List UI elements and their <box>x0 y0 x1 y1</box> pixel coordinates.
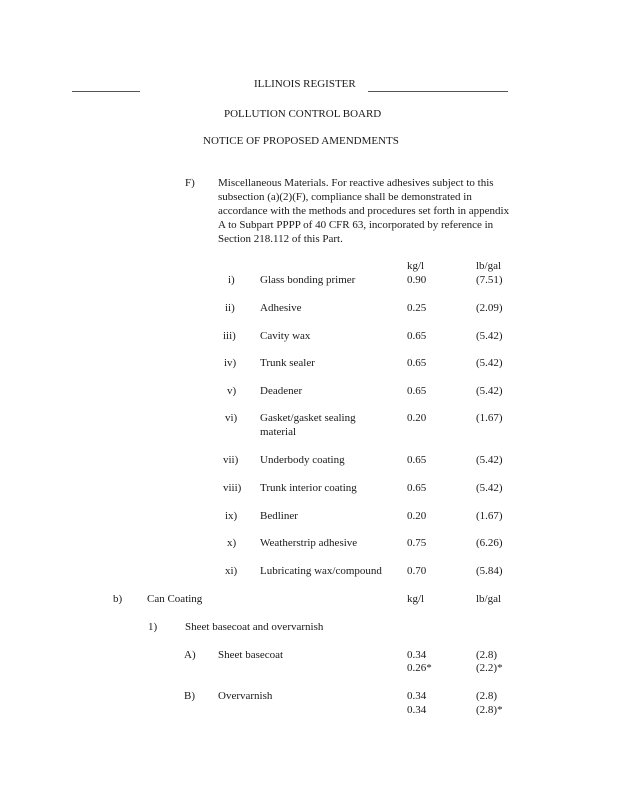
item-kg: 0.65 <box>407 482 427 494</box>
item-kg: 0.65 <box>407 454 427 466</box>
item-name: Underbody coating <box>260 454 345 466</box>
item-name: Trunk sealer <box>260 357 315 369</box>
item-kg: 0.65 <box>407 385 427 397</box>
item-lb: (6.26) <box>476 537 503 549</box>
item-num: viii) <box>223 482 242 494</box>
sub1-title: Sheet basecoat and overvarnish <box>185 621 324 633</box>
item-num: ii) <box>225 302 235 314</box>
section-f-label: F) <box>185 177 195 189</box>
sub-item-name: Overvarnish <box>218 690 273 702</box>
sub-item-kg: 0.34 <box>407 690 427 702</box>
item-kg: 0.70 <box>407 565 427 577</box>
item-lb: (5.42) <box>476 454 503 466</box>
item-name: Weatherstrip adhesive <box>260 537 358 549</box>
item-kg: 0.75 <box>407 537 427 549</box>
item-lb: (5.42) <box>476 385 503 397</box>
item-name: Deadener <box>260 385 303 397</box>
item-lb: (5.42) <box>476 482 503 494</box>
item-kg: 0.90 <box>407 274 427 286</box>
item-num: v) <box>227 385 237 397</box>
sub-item-kg: 0.34 <box>407 649 427 661</box>
item-lb: (5.84) <box>476 565 503 577</box>
item-lb: (7.51) <box>476 274 503 286</box>
sub-item-label: B) <box>184 690 195 702</box>
sub-item-label: A) <box>184 649 196 661</box>
item-num: vi) <box>225 412 238 424</box>
sub-item-kg-alt: 0.34 <box>407 704 427 716</box>
item-name-cont: material <box>260 426 297 438</box>
item-name: Cavity wax <box>260 330 311 342</box>
sub1-label: 1) <box>148 621 158 633</box>
header-rule-left <box>72 91 140 92</box>
notice-title: NOTICE OF PROPOSED AMENDMENTS <box>203 135 399 147</box>
section-b-col-kg: kg/l <box>407 593 425 605</box>
sub-item-lb: (2.8) <box>476 690 498 702</box>
item-lb: (1.67) <box>476 510 503 522</box>
item-name: Adhesive <box>260 302 302 314</box>
sub-item-lb-alt: (2.2)* <box>476 662 503 674</box>
item-lb: (5.42) <box>476 357 503 369</box>
item-num: iv) <box>224 357 237 369</box>
item-num: ix) <box>225 510 238 522</box>
item-kg: 0.25 <box>407 302 427 314</box>
sub-item-name: Sheet basecoat <box>218 649 284 661</box>
item-num: x) <box>227 537 237 549</box>
item-num: xi) <box>225 565 238 577</box>
section-f-line-4: A to Subpart PPPP of 40 CFR 63, incorporated by reference in <box>218 219 494 231</box>
item-name: Lubricating wax/compound <box>260 565 382 577</box>
item-kg: 0.65 <box>407 357 427 369</box>
section-b-col-lb: lb/gal <box>476 593 502 605</box>
section-f-line-2: subsection (a)(2)(F), compliance shall be demonstrated in <box>218 191 472 203</box>
item-name: Gasket/gasket sealing <box>260 412 356 424</box>
item-kg: 0.20 <box>407 412 427 424</box>
col-header-lb: lb/gal <box>476 260 502 272</box>
item-kg: 0.65 <box>407 330 427 342</box>
section-f-line-5: Section 218.112 of this Part. <box>218 233 343 245</box>
section-b-title: Can Coating <box>147 593 203 605</box>
item-lb: (1.67) <box>476 412 503 424</box>
header-rule-right <box>368 91 508 92</box>
sub-item-lb: (2.8) <box>476 649 498 661</box>
board-title: POLLUTION CONTROL BOARD <box>224 108 382 120</box>
section-f-line-3: accordance with the methods and procedures set forth in appendix <box>218 205 510 217</box>
item-lb: (2.09) <box>476 302 503 314</box>
sub-item-kg-alt: 0.26* <box>407 662 432 674</box>
item-num: vii) <box>223 454 239 466</box>
item-name: Bedliner <box>260 510 298 522</box>
col-header-kg: kg/l <box>407 260 425 272</box>
item-lb: (5.42) <box>476 330 503 342</box>
item-name: Glass bonding primer <box>260 274 356 286</box>
item-num: i) <box>228 274 235 286</box>
section-f-line-1: Miscellaneous Materials. For reactive adhesives subject to this <box>218 177 494 189</box>
item-num: iii) <box>223 330 236 342</box>
register-title: ILLINOIS REGISTER <box>254 78 356 90</box>
item-name: Trunk interior coating <box>260 482 357 494</box>
section-b-label: b) <box>113 593 123 605</box>
item-kg: 0.20 <box>407 510 427 522</box>
sub-item-lb-alt: (2.8)* <box>476 704 503 716</box>
